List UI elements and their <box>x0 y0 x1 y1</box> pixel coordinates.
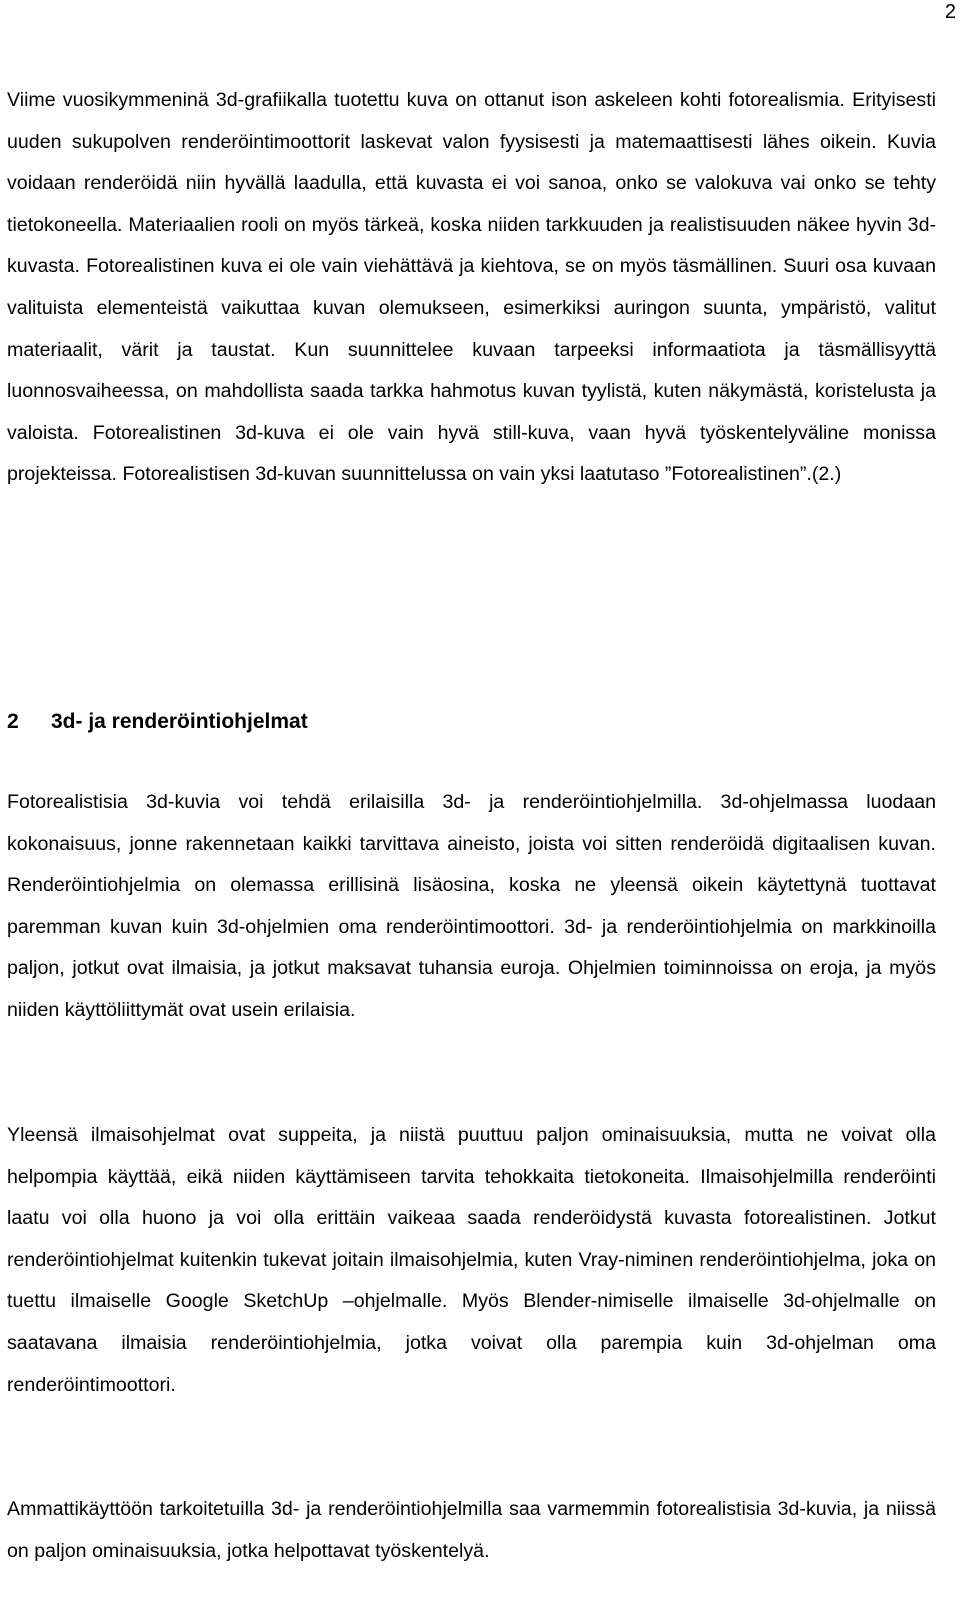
section-number: 2 <box>7 710 19 733</box>
paragraph-section-intro: Fotorealistisia 3d-kuvia voi tehdä erilaisilla 3d- ja renderöintiohjelmilla. 3d-ohjelmassa luodaan kokonaisuus, jonne rakennetaan kaikki tarvittava aineisto, joista voi sitten renderöidä digitaalisen kuvan. Renderöintiohjelmia on olemassa erillisinä lisäosina, koska ne yleensä oikein käytettynä tuottavat paremman kuvan kuin 3d-ohjelmien oma renderöintimoottori. 3d- ja renderöintiohjelmia on markkinoilla paljon, jotkut ovat ilmaisia, ja jotkut maksavat tuhansia euroja. Ohjelmien toiminnoissa on eroja, ja myös niiden käyttöliittymät ovat usein erilaisia. <box>7 791 936 1021</box>
paragraph-intro: Viime vuosikymmeninä 3d-grafiikalla tuotettu kuva on ottanut ison askeleen kohti fotorealismia. Erityisesti uuden sukupolven renderöintimoottorit laskevat valon fyysisesti ja matemaattisesti lähes oikein. Kuvia voidaan renderöidä niin hyvällä laadulla, että kuvasta ei voi sanoa, onko se valokuva vai onko se tehty tietokoneella. Materiaalien rooli on myös tärkeä, koska niiden tarkkuuden ja realistisuuden näkee hyvin 3d-kuvasta. Fotorealistinen kuva ei ole vain viehättävä ja kiehtova, se on myös täsmällinen. Suuri osa kuvaan valituista elementeistä vaikuttaa kuvan olemukseen, esimerkiksi auringon suunta, ympäristö, valitut materiaalit, värit ja taustat. Kun suunnittelee kuvaan tarpeeksi informaatiota ja täsmällisyyttä luonnosvaiheessa, on mahdollista saada tarkka hahmotus kuvan tyylistä, kuten näkymästä, koristelusta ja valoista. Fotorealistinen 3d-kuva ei ole vain hyvä still-kuva, vaan hyvä työskentelyväline monissa projekteissa. Fotorealistisen 3d-kuvan suunnittelussa on vain yksi laatutaso ”Fotorealistinen”.(2.) <box>7 89 936 486</box>
page-number: 2 <box>944 1 956 23</box>
section-heading <box>7 702 936 742</box>
paragraph-free-software: Yleensä ilmaisohjelmat ovat suppeita, ja niistä puuttuu paljon ominaisuuksia, mutta ne voivat olla helpompia käyttää, eikä niiden käyttämiseen tarvita tehokkaita tietokoneita. Ilmaisohjelmilla renderöinti laatu voi olla huono ja voi olla erittäin vaikeaa saada renderöidystä kuvasta fotorealistinen. Jotkut renderöintiohjelmat kuitenkin tukevat joitain ilmaisohjelmia, kuten Vray-niminen renderöintiohjelma, joka on tuettu ilmaiselle Google SketchUp –ohjelmalle. Myös Blender-nimiselle ilmaiselle 3d-ohjelmalle on saatavana ilmaisia renderöintiohjelmia, jotka voivat olla parempia kuin 3d-ohjelman oma renderöintimoottori. <box>7 1124 936 1396</box>
section-title: 3d- ja renderöintiohjelmat <box>51 710 308 733</box>
paragraph-professional: Ammattikäyttöön tarkoitetuilla 3d- ja renderöintiohjelmilla saa varmemmin fotorealistisia 3d-kuvia, ja niissä on paljon ominaisuuksia, jotka helpottavat työskentelyä. <box>7 1498 936 1562</box>
